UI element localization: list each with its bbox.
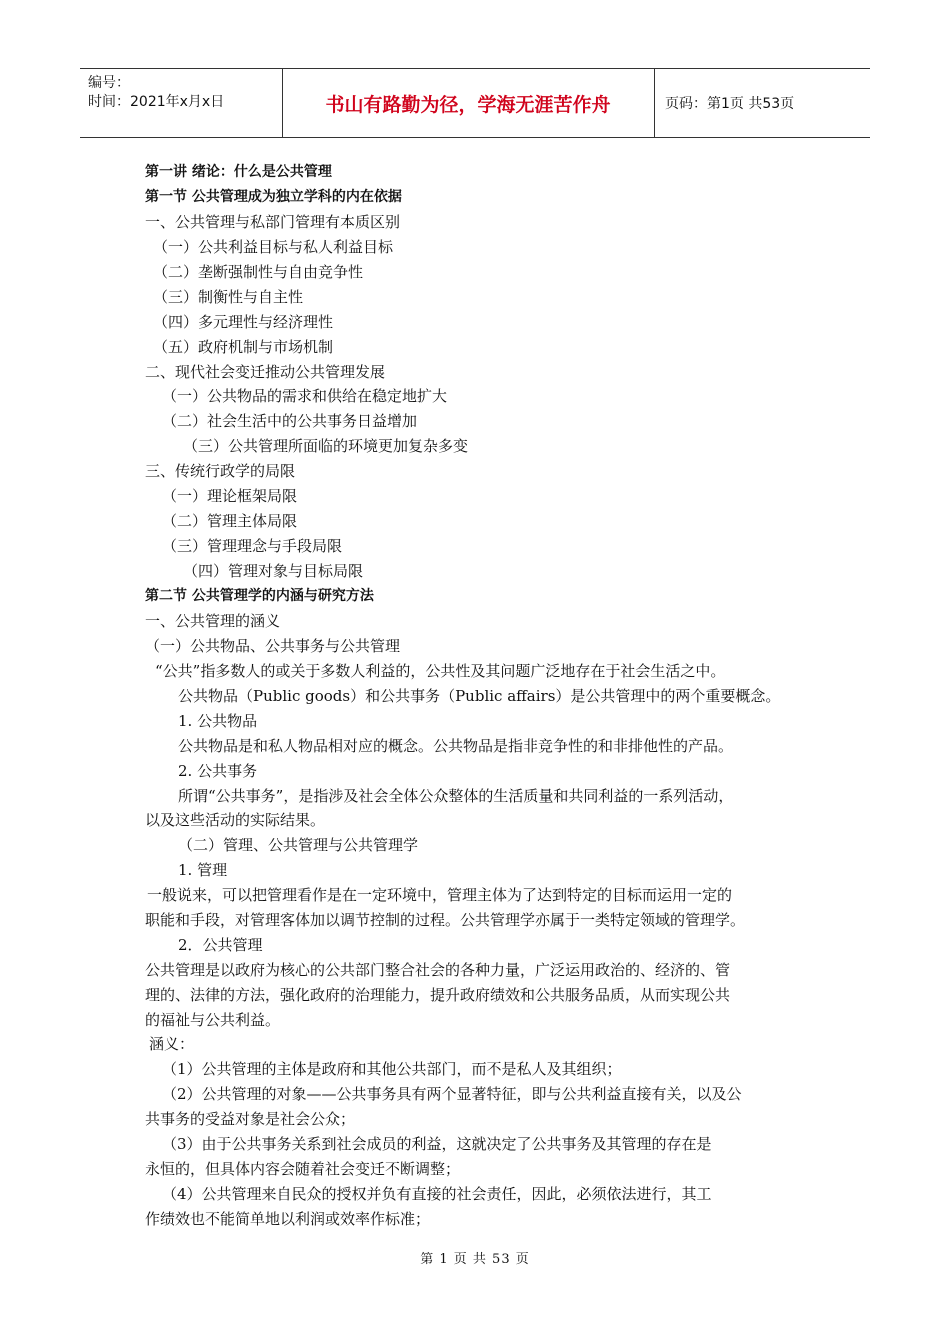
- header-meta-cell: [80, 69, 283, 137]
- text-line: （三）管理理念与手段局限: [162, 537, 343, 555]
- text-line: （二）管理主体局限: [162, 512, 298, 530]
- text-line: 1. 公共物品: [178, 712, 258, 730]
- text-line: 的福祉与公共利益。: [145, 1011, 281, 1029]
- text-line: （4）公共管理来自民众的授权并负有直接的社会责任，因此，必须依法进行，其工: [162, 1185, 712, 1203]
- text-line: 职能和手段，对管理客体加以调节控制的过程。公共管理学亦属于一类特定领域的管理学。: [145, 911, 746, 929]
- text-line: 三、传统行政学的局限: [145, 462, 296, 480]
- text-line: 公共物品是和私人物品相对应的概念。公共物品是指非竞争性的和非排他性的产品。: [178, 737, 734, 755]
- text-line: 2. 公共事务: [178, 762, 258, 780]
- doc-date-label: 时间：2021年x月x日: [88, 94, 225, 110]
- text-line: （二）管理、公共管理与公共管理学: [178, 836, 419, 854]
- text-line: 理的、法律的方法，强化政府的治理能力，提升政府绩效和公共服务品质，从而实现公共: [145, 986, 731, 1004]
- text-line: （3）由于公共事务关系到社会成员的利益，这就决定了公共事务及其管理的存在是: [162, 1135, 712, 1153]
- text-line: （1）公共管理的主体是政府和其他公共部门，而不是私人及其组织；: [162, 1060, 622, 1078]
- text-line: （2）公共管理的对象——公共事务具有两个显著特征，即与公共利益直接有关，以及公: [162, 1085, 742, 1103]
- text-line: （一）公共物品、公共事务与公共管理: [145, 637, 401, 655]
- section-heading: 第一节 公共管理成为独立学科的内在依据: [145, 189, 402, 205]
- section-heading: 第二节 公共管理学的内涵与研究方法: [145, 588, 374, 604]
- header-page-info: 页码：第1页 共53页: [665, 96, 795, 112]
- text-line: （三）制衡性与自主性: [153, 288, 304, 306]
- text-line: 作绩效也不能简单地以利润或效率作标准；: [145, 1210, 431, 1228]
- text-line: （三）公共管理所面临的环境更加复杂多变: [183, 437, 469, 455]
- text-line: 涵义：: [149, 1035, 195, 1053]
- lecture-title: 第一讲 绪论：什么是公共管理: [145, 164, 332, 180]
- header-motto: 书山有路勤为径，学海无涯苦作舟: [282, 69, 655, 137]
- text-line: （二）垄断强制性与自由竞争性: [153, 263, 364, 281]
- text-line: 公共物品（Public goods）和公共事务（Public affairs）是公共管理中的两个重要概念。: [178, 687, 781, 705]
- text-line: 以及这些活动的实际结果。: [145, 811, 326, 829]
- text-line: （一）公共物品的需求和供给在稳定地扩大: [162, 387, 448, 405]
- text-line: 一、公共管理的涵义: [145, 612, 281, 630]
- text-line: 所谓“公共事务”，是指涉及社会全体公众整体的生活质量和共同利益的一系列活动，: [178, 787, 734, 805]
- text-line: （四）多元理性与经济理性: [153, 313, 334, 331]
- text-line: 一、公共管理与私部门管理有本质区别: [145, 213, 401, 231]
- text-line: 2．公共管理: [178, 936, 263, 954]
- text-line: （一）理论框架局限: [162, 487, 298, 505]
- text-line: “公共”指多数人的或关于多数人利益的，公共性及其问题广泛地存在于社会生活之中。: [155, 662, 726, 680]
- doc-number-label: 编号：: [88, 75, 130, 91]
- page-footer: 第 1 页 共 53 页: [420, 1252, 530, 1267]
- text-line: 1. 管理: [178, 861, 228, 879]
- text-line: （四）管理对象与目标局限: [183, 562, 364, 580]
- document-header: [80, 68, 870, 138]
- text-line: 一般说来，可以把管理看作是在一定环境中，管理主体为了达到特定的目标而运用一定的: [147, 886, 733, 904]
- text-line: （五）政府机制与市场机制: [153, 338, 334, 356]
- text-line: 公共管理是以政府为核心的公共部门整合社会的各种力量，广泛运用政治的、经济的、管: [145, 961, 731, 979]
- text-line: 永恒的，但具体内容会随着社会变迁不断调整；: [145, 1160, 461, 1178]
- text-line: （二）社会生活中的公共事务日益增加: [162, 412, 418, 430]
- text-line: 二、现代社会变迁推动公共管理发展: [145, 363, 386, 381]
- text-line: 共事务的受益对象是社会公众；: [145, 1110, 356, 1128]
- text-line: （一）公共利益目标与私人利益目标: [153, 238, 394, 256]
